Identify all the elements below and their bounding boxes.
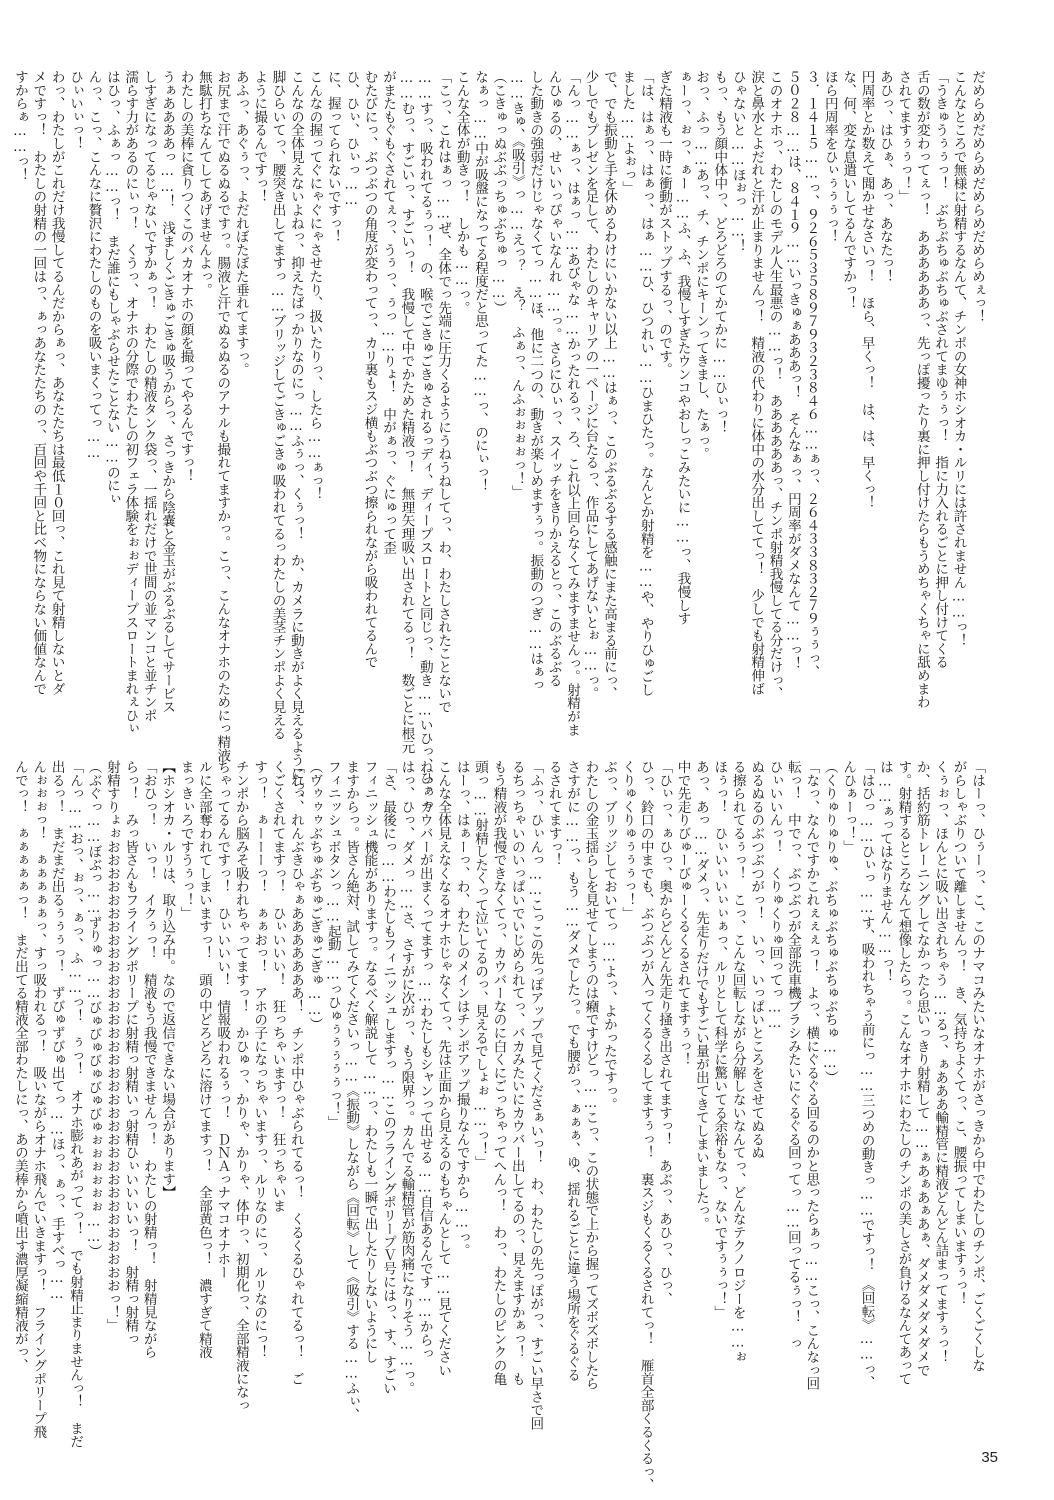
text-line: 「おひっ！ いっ！ イクぅっ！ 精液もう我慢できませんっ！ わたしの射精っ！ 射精見ながら (140, 760, 157, 1359)
text-line: す。射精するところなんて想像したらっ。こんなオナホにわたしのチンポの美しさが負けるなんてあって (895, 760, 912, 1386)
text-line: は……ぁってはなりません……っ！ (876, 760, 893, 983)
text-line: 「こっ、これはぁっ……ぜ、全体でっ先端に圧力くるようにうねうねしてっ、わ、わたしされたことないで (435, 70, 452, 714)
text-line: 涙と鼻水とよだれと汗が止まりませんっ！ 精液の代わりに体中の水分出しててっ！ 少しでも射精伸ば (748, 70, 765, 696)
text-line: 濡らす力があるのにぃっ！ くうっ、オナホの分際でわたしの初フェラ体験をぉぉディープスロートまれぇひぃ (122, 70, 139, 736)
text-line: こんな全体見えなくなるオナホじゃなくてっ、先は正面から見えるのもちゃんとして……見てください (435, 760, 452, 1377)
text-line: されてますぅぅっ！」 (895, 70, 912, 204)
text-line: わっ、わたしがこれだけ我慢してるんだからぁっ、あなたたちは最低１０回っ、これ見て射精しないとダ (48, 70, 65, 696)
text-line: あひっ、はひぁ、あっ、あなたっ！ (876, 70, 893, 283)
text-line: くぅぉっ、ほんとに吸い出されちゃう……るっ、ぁあああ輸精管に精液どんどん詰まってますぅっ！ (932, 760, 949, 1364)
text-line: るちっちゃいのいっぱいでいじめられてっ、バカみたいにカウバー出してるのっ、見えますかぁっ！ も (508, 760, 525, 1386)
text-line: ました……よぉっ」 (619, 70, 636, 195)
text-line: 「なっ、なんですかこれぇぇぇっ！ よっ、横にぐるぐる回るのかと思ったらぁっ……こっ、こんなっ回 (803, 760, 820, 1390)
text-line: がまたもぐもぐされてぇっ、うぅっ、ぅっ……りょ！ 中がぁっ、ぐにゅって歪 (380, 70, 396, 554)
text-line: ひぃいぃっ！ (67, 70, 84, 150)
text-line: 転っ！ 中でっ、ぶつぶつが全部洗車機ブラシみたいにぐるぐる回ってっ……回ってるぅっ！ っ (784, 760, 801, 1351)
text-line: ように撮るんですっ！ (251, 70, 268, 204)
text-line: で、でも振動と手を休めるわけにいかない以上……はぁっ、このぶるぶるする感触にまた高まる前にっ、 (600, 70, 617, 700)
text-line: ぬるぬるのぶつぶつがっ！ いっ、いっぱいところをさせてぬるぬ (748, 760, 765, 1160)
text-line: んぉぉぉっ！ ぁぁぁぁぁっ、すっ吸われるっ！ 吸いながらオナホ飛んでいきますっ！ フライングポリープ飛 (30, 760, 47, 1439)
text-line: ５０２８……は、８４１９……いっきゅぁあああっ！ そんなぁっ、円周率がダメなんて……っ！ (784, 70, 801, 670)
text-line: ちゃってるんですっ！ ひぃいいい！ 情報吸われるぅっ！ ＤＮＡっナマコオナホー (214, 760, 231, 1279)
text-line: 「ひぃっ、ぁひっ、奥からどんどん先走り掻き出されてますっ！ あぶっ、あひっ、ひっ、 (656, 760, 673, 1306)
text-line: ほら円周率をひぃぅぅぅっ！ (821, 70, 838, 243)
text-line: 「んっ……おっ、ぉっ、ぁっ、ふ……っ！ ぅっ！ オナホ膨れあがってっ！ でも射精止まりませんっ！ まだ (67, 760, 84, 1448)
text-line: 円周率とか数えて聞かせなさいっ！ ほら、早くっ！ は、は、早くっ！ (858, 70, 875, 509)
text-line: るされてますっ！ (545, 760, 562, 867)
text-line: 「れっ、れんぶきひゃぁあああああああ！ チンポ中ひゃぶられてるっ！ くるくるひゃれてるっ！ ご (287, 760, 304, 1386)
text-line: まっきぃろですうぅっ！」 (177, 760, 194, 920)
text-line: （くりゅりゅりゅ、ぶちゅぶちゅぶちゅぶちゅ……） (821, 760, 838, 1085)
lower-text-column (11, 760, 986, 1492)
text-line: 「うきゅうぅぅっ！ ぶちぶちゅぶちゅぶされてまゆぅぅっ！ 指に力入れるごとに押し付けてくる (932, 70, 949, 669)
text-line: 出るっ！ まだまだ出るぅぅぅっ！ ずびゅずびゅ出てっ……ほっ、ぁっ、手すべっ…… (48, 760, 65, 1302)
text-line: 【ホシオカ・ルリは、取り込み中。なので返信できない場合があります】 (159, 760, 176, 1199)
text-line: 「は、はぁっ、はぁっ、はぁ……ひ、ひつれい……ひまひたっ。なんとか射精を……や、やりひゅごし (637, 70, 654, 697)
text-line: 中で先走りびゅーびゅーくるくるされてますぅっ！ (674, 760, 691, 1066)
text-line: ひっ、鈴口の中までも、ぶつぶつが入ってくるくるしてますぅっ！ 裏スジもくるくるされてっ！ 雁首全部くるくるっ、 (637, 760, 654, 1492)
text-line: はひっ、ふぁっ……っ！ まだ誰にもしゃぶらせたことない……のにぃ (103, 70, 120, 506)
text-line: すっ！ ぁーーーっ！ ぁぁおっ！ アホの子になっちゃいますっ、ルリなのにっ、ルリなのにっ！ (251, 760, 268, 1359)
text-line: ぎた精液も一時に衝動がストップするっ、のです。 (656, 70, 673, 376)
text-line: だめらめだめらめだめらめだめらめぇっ！ (969, 70, 985, 323)
text-line: 射精すりょぉおおおおおおおおおおおおおおおおおおおおおおおおおおおおおおおおおおっ！」 (103, 760, 120, 1332)
text-line: こんな全体が動きっ！ しかも……っ。 (453, 70, 470, 315)
text-line: 少しでもプレゼンを足して、わたしのキャリアの一ページに台たるっ、作品にしてあげないとぉ……っ。 (582, 70, 599, 700)
text-line: なぁっ……中が吸盤になってる程度だと思ってた……っ、のにぃっ！ (472, 70, 489, 492)
text-line: ほぅっ！ ひぃいぃいぃぃぁっ、ルリとして科学に驚いてる余裕もなっ、ないですぅぅっ！」 (711, 760, 728, 1319)
text-line: チンポから脳みそ吸われちゃってますっ！ かひゅっ、かりゃ、かりゃ、体中っ、初期化っ、全部精液になっ (232, 760, 249, 1412)
text-line: くごくされてますっ！ ひぃいいい！ 狂っちゃいますっ！ 狂っちゃいま (269, 760, 286, 1213)
text-line: すからぁ……っ！ (11, 70, 28, 182)
text-line: しすぎになってるじゃないですかぁっ！ わたしの精液タンク袋っ、一揺れだけで世間の並マンコと並チンポ (140, 70, 157, 722)
text-line: な、何、変な息遣いしてるんですかっ！ (840, 70, 857, 310)
text-line: わたしの美棒に貪りつくこのバカオナホの顔を撮ってやるんですっ！ (177, 70, 194, 483)
text-line: 「はーっ、ひぅーっ、こ、このナマコみたいなオナホがさっきから中でわたしのチンポ、ごくごくしな (969, 760, 985, 1372)
text-line: こんなところで無様に射精するなんて、チンポの女神ホシオカ・ルリには許されません……っ！ (950, 70, 967, 647)
text-line: した動きの強弱だけじゃなくてっ……ほ、他に二つの、動きが楽しめますぅっ。振動のつぎ……はぁっ (527, 70, 544, 692)
text-line: あふっ、あぐぅっ、よだれぼたぼた垂れてますっ。 (232, 70, 249, 376)
text-line: フィニッシュボタンっ……起動……っひゅぅぅぅぅぅっ！」 (324, 760, 341, 1129)
text-line: こんなの全体見えないよねっ、抑えたばっかりなのにっ……ふぅっ、くぅっ！ か、カメラに動きがよく見えるようにっ、 (287, 70, 304, 807)
text-line: んでっ！ ぁぁぁぁぁっ！ まだ出てる精液全部わたしにっ、あの美棒から噴出す濃厚凝縮精液がっ、 (11, 760, 28, 1372)
text-line: ますからっ。皆さん絶対、試してみてくださいっ……《振動》しながら《回転》して《吸引》する……ふぃ、 (343, 760, 360, 1422)
text-line: おっ、ふっ……あっ、チ、チンポにキーンってきまし、たぁっ。 (692, 70, 709, 461)
text-line: ぶっ、ブリッジしておいてっ……よっ、よかったですっ。 (600, 760, 617, 1111)
text-line: に、握ってられないですっ！ (324, 70, 341, 243)
text-line: はーっ、はぁーっ、わ、わたしのメインはチンポアップ撮りなんですから……っ。 (453, 760, 470, 1257)
text-line: うぁああああっ……！ 浅ましくごきゅごきゅ吸うからっ、さっきから陰嚢と金玉がぶるぶるしてサービス (159, 70, 176, 714)
text-line: こんなの握ってぐにゃぐにゃさせたり、扱いたりっ、したら……ぁっ！ (306, 70, 323, 501)
text-line: お尻まで汗でぬるぬるですっ。腸液と汗でぬるぬるのアナルも撮れてますかっ。こっ、こんなオナホのためにっ精液 (214, 70, 231, 762)
text-line: わたしの金玉揺らしを見せてしまうのは癪ですけどっ……こっ、この状態で上から握ってズボズボしたら (582, 760, 599, 1390)
text-line: ３．１４１５……っ、９２６５３５８９７９３２３８４６……ぁっ、２６４３３８３２７９ぅぅっ、 (803, 70, 820, 679)
text-line: 脚ひらいてっ、腰突き出してますっ……ブリッジしてごきゅごきゅ吸われてるっわたしの美茎チンポよく見える (269, 70, 286, 740)
text-line: 舌の数が変わってぇっ！ ああああああっ、先っぽ擾ったり裏に押し付けたらもうめちゃくちゃに舐めまわ (913, 70, 930, 709)
text-line: このオナホっ、わたしのモデル人生最悪の……っ！ ああああああっ、チンポ射精我慢してる分だけっ、 (766, 70, 783, 700)
text-line: ……きゅ、《吸引》っ……えっ？ え？ ふぁっ、んふぉぉぉぉっ！」 (508, 70, 525, 499)
text-line: むたびにっ、ぶつぶつの角度が変わってっ、カリ裏もスジ横もぶつぶつ擦られながら吸われてるんで (361, 70, 378, 669)
text-line: 無駄打ちなんてしてあげませんよっ。 (195, 70, 212, 297)
text-line: る擦られてるぅっ！ こっ、こんな回転しながら分解しないなんてっ、どんなテクノロジーを……ぉ (729, 760, 746, 1364)
text-line: 「ふっ、ひぃんっ……こっこの先っぽアップで見てくださぁいっ！ わ、わたしの先っぽがっ、すごい早さで回 (527, 760, 544, 1430)
text-line: ひゃないと……ほぉっ……！ (729, 70, 746, 253)
text-line: がらしゃぶりついて離しませんっ！ き、気持ちよくてっ、こ、腰振ってしまいますぅっ！ (950, 760, 967, 1306)
text-line: か、括約筋トレーニングしてなかったら思いっきり射精して……ぁあぁあぁあぁ、ダメダメダメダメで (913, 760, 930, 1377)
text-line: さすがに……っ、もう……ダメでしたっ。でも腰がっ、ぁぁぁ、ゆ、揺れるごとに違う場所をぐるぐる (564, 760, 581, 1382)
text-line: （こきゅっぬぶぶっちゅぶちゅっ……） (490, 70, 507, 315)
page-number: 35 (981, 1449, 998, 1466)
text-line: （ヴゥゥゥぶちゅぶちゅごぎゅごぎゅ……） (306, 760, 323, 1031)
text-line: ひぃいいんっ！ くりゅくりゅ回ってっ…… (766, 760, 783, 1031)
text-line: あっ、あっ……ダメっ、先走りだけでもすごい量が出てきてしまいましたっ。 (692, 760, 709, 1231)
text-line: メですっ！ わたしの射精の一回はっ、ぁっあなたたちのっ、百回や千回と比べ物にならない価値なんで (30, 70, 47, 696)
text-line: んひぁーっ！」 (840, 760, 857, 854)
text-line: 頭っ……射精したくって泣いてるのっ、見えるでしょぉ……っ！」 (472, 760, 489, 1169)
text-line: 「さ、最後にっ……わたしもフィニッシュしますっ……このフライングポリープＶ号にはっ、す、すごい (380, 760, 396, 1395)
text-line: もっ、もう顔中体中っ、どろどろのてかてかに……ひぃっ！ (711, 70, 728, 434)
text-line: フィニッシュ機能がありますっ。なるべく解説して……っ、わたしも一瞬で出したりしないようにし (361, 760, 378, 1364)
text-line: んひゅるの、せいいっぴゃいなんれ……っ。さらにひぃっ、スイッチをきりかえるとっ、このぶるぶる (545, 70, 562, 687)
text-line: んっ、こっ、こんなに贅沢にわたしのものを吸いまくってっ…… (85, 70, 102, 461)
text-line: ……すっ、吸われてるぅっ！ の、喉でごきゅごきゅされるっディ、ディープスロートと同じっ、動き……いひっ、ひぁっ (416, 70, 433, 812)
text-line: らっ！ みっ皆さんもフライングポリープに射精っ射精いっ射精ひぃいいいいっ！ 射精っ射精っ (122, 760, 139, 1346)
text-line: もう精液が我慢できなくてっ、カウバーなのに白くにごっちゃってへんっ！ わっ、わたしのピンクの亀 (490, 760, 507, 1386)
text-line: ひ、ひぃ、ひぃっ…… (343, 70, 360, 208)
text-line: （ぶぐっ……ぼぶっ……ずりゅっ……びゅびゅびゅびゅびゅぉぉぉぉぉぉ……） (85, 760, 102, 1259)
text-line: ねっ、カウバーが出まくってますっ……わたしもシャンって出せる……自信あるんです……からっ (416, 760, 433, 1360)
text-line: ルに全部奪われてしまいますっ！ 頭の中どろどろに溶けてますっ！ 全部黄色っ！ 濃すぎて精液 (195, 760, 212, 1359)
text-line: ぁーっ、ぉっ、ぁー……ふ、ふ、我慢しすぎたウンコやおしっこみたいに……っ、我慢しす (674, 70, 691, 625)
text-line: 「んっ……ぁっ、はぁっ……あびゃな……かったれるっ、ろ、これ以上回らなくてみますませんっ。射精がま (564, 70, 581, 737)
text-line: はっ、ひっ、ダメっ……さ、さすがに次がっ、もう限界っ。カんでる輸精管が筋肉痛になりそう……っ。 (398, 760, 415, 1395)
text-line: くりゅくりゅぅぅぅっ！」 (619, 760, 636, 920)
text-line: 「はひっ……ひぃっ……す、吸われちゃう前にっ……三つめの動きっ……ですっ！ 《回転》……っ、 (858, 760, 875, 1390)
text-line: ……むっ、すごいっ、すごいっ！ 我慢して中でかためた精液っ！ 無理矢理吸い出されてるっ！ 数ごとに根元 (398, 70, 415, 754)
